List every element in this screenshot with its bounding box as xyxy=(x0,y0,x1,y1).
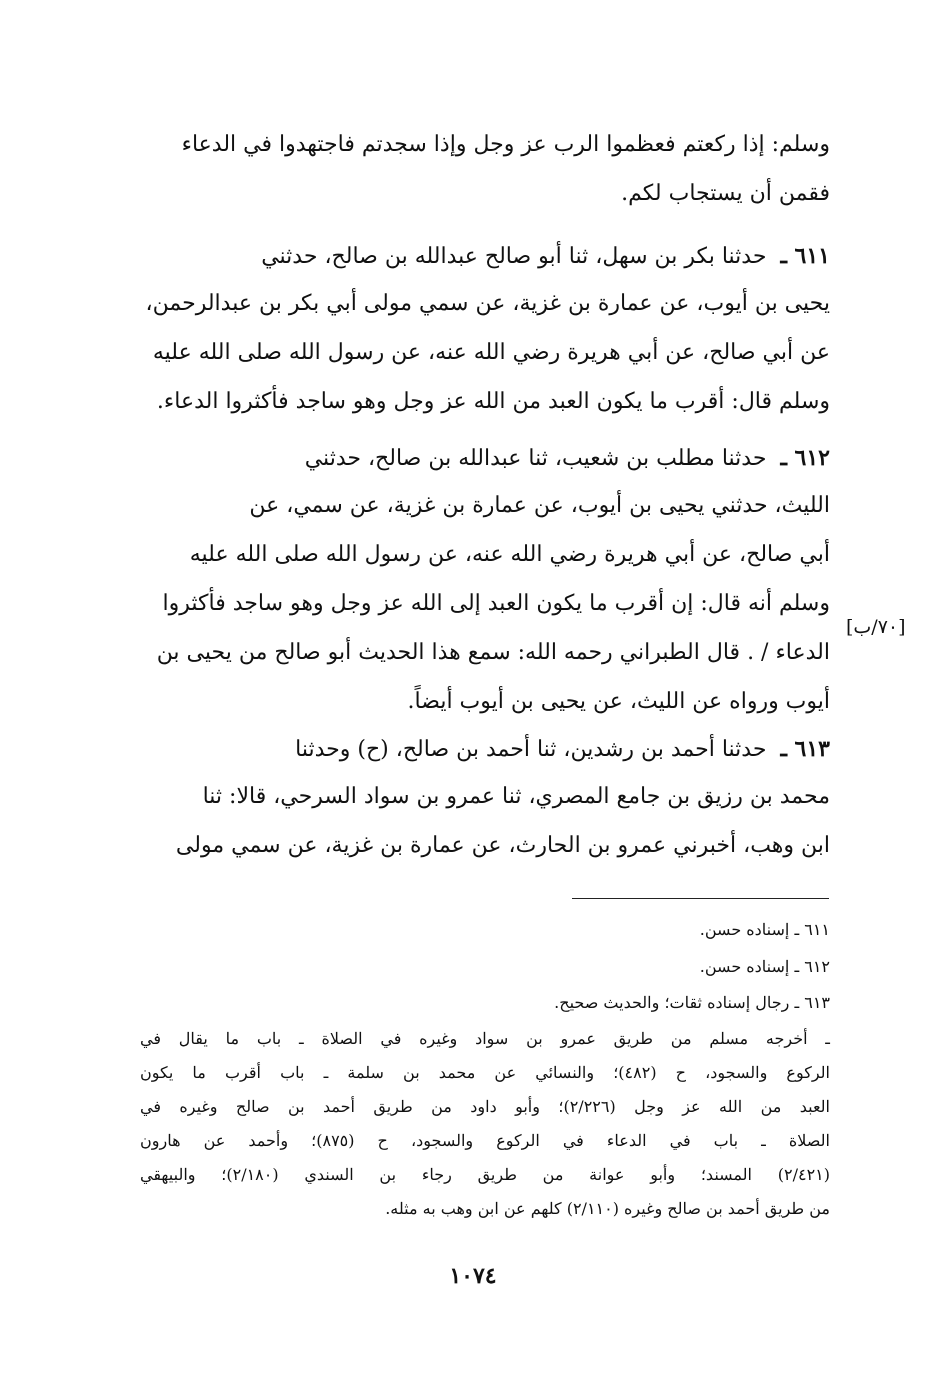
footnote-line: الصلاة ـ باب في الدعاء في الركوع والسجود، ح (٨٧٥)؛ وأحمد عن هارون xyxy=(140,1131,830,1150)
text-line: أيوب ورواه عن الليث، عن يحيى بن أيوب أيضاً. xyxy=(407,689,830,714)
text-line-content: حدثنا أحمد بن رشدين، ثنا أحمد بن صالح، (ح) وحدثنا xyxy=(295,737,767,762)
intro-paragraph xyxy=(115,120,830,218)
text-line: وسلم قال: أقرب ما يكون العبد من الله عز وجل وهو ساجد فأكثروا الدعاء. xyxy=(156,389,830,414)
hadith-611-paragraph xyxy=(115,234,830,426)
hadith-number: ٦١٣ ـ xyxy=(780,736,830,762)
text-line-content: حدثنا بكر بن سهل، ثنا أبو صالح عبدالله بن صالح، حدثني xyxy=(261,244,767,269)
text-line: الليث، حدثني يحيى بن أيوب، عن عمارة بن غزية، عن سمي، عن xyxy=(249,493,830,518)
text-line xyxy=(115,436,830,481)
footnote-613-body xyxy=(140,1022,830,1226)
page-number: ١٠٧٤ xyxy=(449,1263,497,1289)
text-line xyxy=(115,727,830,772)
footnote-line: (٢/٤٢١) المسند؛ وأبو عوانة من طريق رجاء بن السندي (٢/١٨٠)؛ والبيهقي xyxy=(140,1165,831,1184)
footnote-613-head: ٦١٣ ـ رجال إسناده ثقات؛ والحديث صحيح. xyxy=(554,993,830,1012)
hadith-number: ٦١٢ ـ xyxy=(780,445,830,471)
text-line: أبي صالح، عن أبي هريرة رضي الله عنه، عن رسول الله صلى الله عليه xyxy=(189,542,830,567)
footnote-line: الركوع والسجود، ح (٤٨٢)؛ والنسائي عن محمد بن سلمة ـ باب أقرب ما يكون xyxy=(140,1063,831,1082)
text-line: محمد بن رزيق بن جامع المصري، ثنا عمرو بن سواد السرحي، قالا: ثنا xyxy=(202,784,830,809)
hadith-number: ٦١١ ـ xyxy=(780,243,830,269)
text-line: يحيى بن أيوب، عن عمارة بن غزية، عن سمي مولى أبي بكر بن عبدالرحمن، xyxy=(145,291,830,316)
text-line: الدعاء / . قال الطبراني رحمه الله: سمع هذا الحديث أبو صالح من يحيى بن xyxy=(156,640,830,665)
footnote-line: ـ أخرجه مسلم من طريق عمرو بن سواد وغيره في الصلاة ـ باب ما يقال في xyxy=(140,1029,830,1048)
text-line: عن أبي صالح، عن أبي هريرة رضي الله عنه، عن رسول الله صلى الله عليه xyxy=(152,340,830,365)
text-line: فقمن أن يستجاب لكم. xyxy=(621,181,830,206)
footnote-divider xyxy=(572,898,829,899)
manuscript-folio-marker: [٧٠/ب] xyxy=(846,616,906,638)
footnote-612: ٦١٢ ـ إسناده حسن. xyxy=(699,957,830,976)
text-line: وسلم أنه قال: إن أقرب ما يكون العبد إلى الله عز وجل وهو ساجد فأكثروا xyxy=(162,591,830,616)
text-line-content: حدثنا مطلب بن شعيب، ثنا عبدالله بن صالح، حدثني xyxy=(304,446,767,471)
text-line: ابن وهب، أخبرني عمرو بن الحارث، عن عمارة بن غزية، عن سمي مولى xyxy=(175,833,830,858)
hadith-613-paragraph xyxy=(115,727,830,870)
footnote-611: ٦١١ ـ إسناده حسن. xyxy=(699,920,830,939)
footnote-line: العبد من الله عز وجل (٢/٢٢٦)؛ وأبو داود من طريق أحمد بن صالح وغيره في xyxy=(140,1097,831,1116)
text-line: وسلم: إذا ركعتم فعظموا الرب عز وجل وإذا سجدتم فاجتهدوا في الدعاء xyxy=(181,132,830,157)
hadith-612-paragraph xyxy=(115,436,830,726)
footnote-line: من طريق أحمد بن صالح وغيره (٢/١١٠) كلهم عن ابن وهب به مثله. xyxy=(385,1199,830,1218)
text-line xyxy=(115,234,830,279)
